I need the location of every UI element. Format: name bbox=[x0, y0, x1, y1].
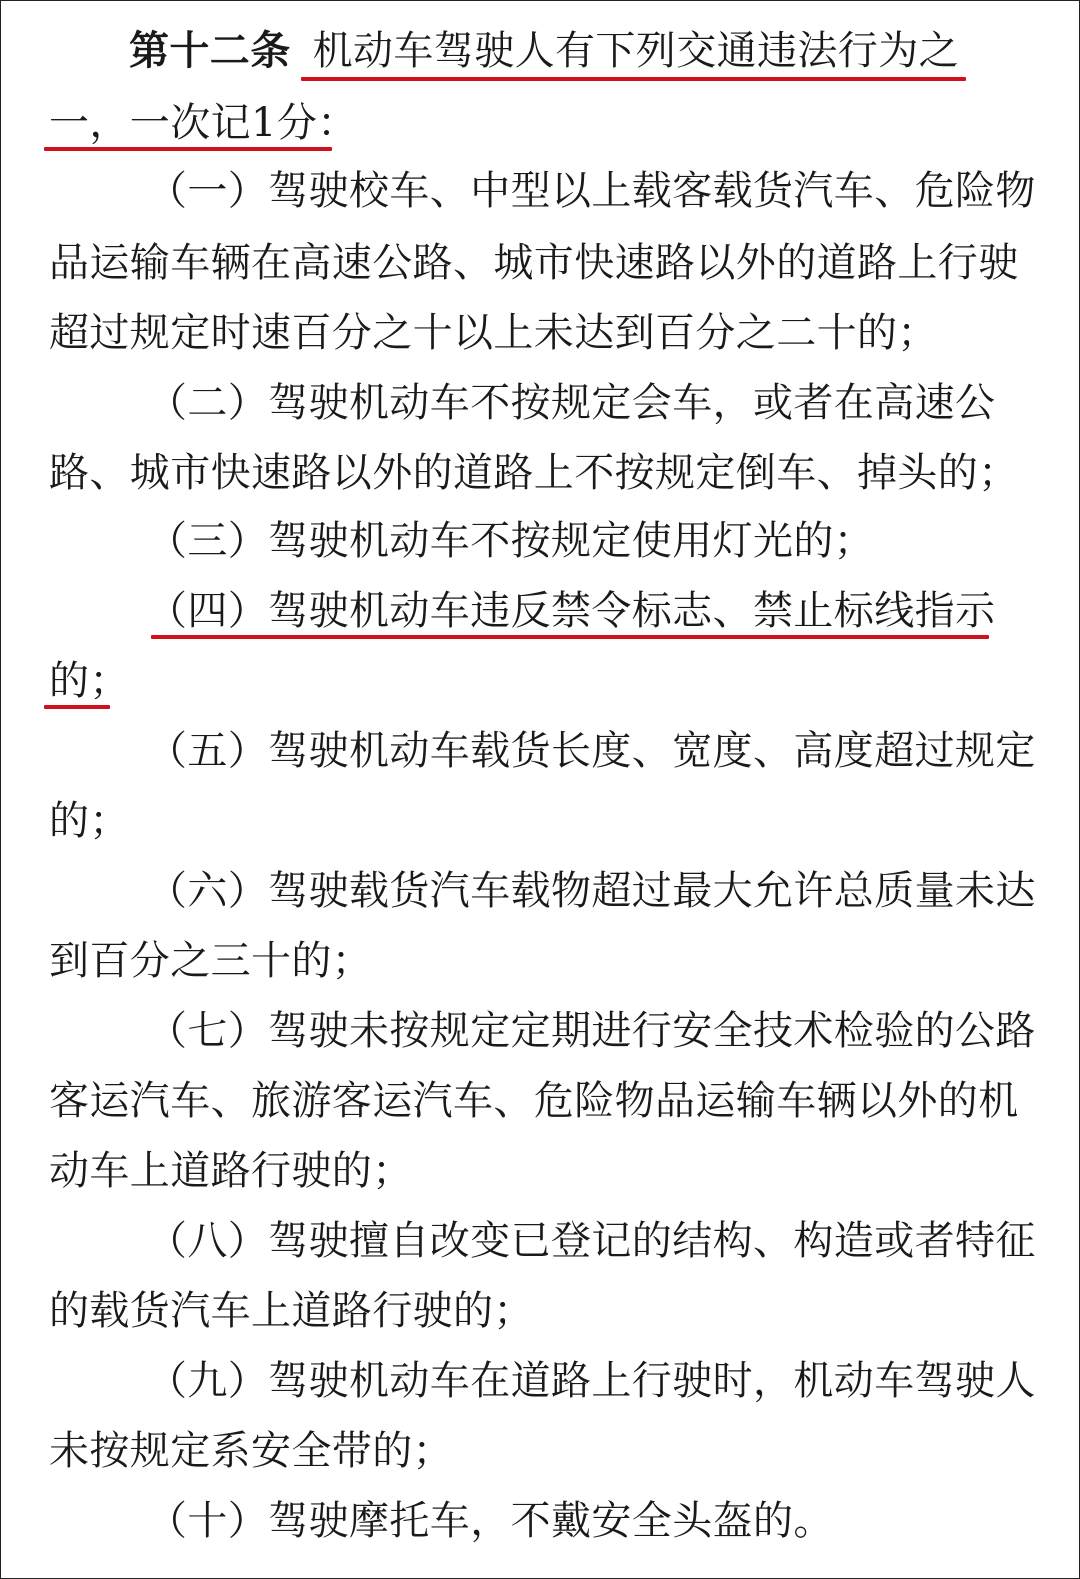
item-7-line-2: 客运汽车、旅游客运汽车、危险物品运输车辆以外的机 bbox=[49, 1078, 1019, 1124]
item-1-line-1: （一）驾驶校车、中型以上载客载货汽车、危险物 bbox=[147, 168, 1036, 214]
item-9-line-2: 未按规定系安全带的； bbox=[49, 1428, 453, 1474]
item-6-line-1: （六）驾驶载货汽车载物超过最大允许总质量未达 bbox=[147, 868, 1036, 914]
item-4-line-2: 的； bbox=[49, 658, 130, 704]
highlight-underline-item-4-line-1 bbox=[151, 635, 989, 639]
article-number: 第十二条 bbox=[129, 28, 291, 74]
item-8-line-2: 的载货汽车上道路行驶的； bbox=[49, 1288, 534, 1334]
item-3-line-1: （三）驾驶机动车不按规定使用灯光的； bbox=[147, 518, 875, 564]
item-1-line-3: 超过规定时速百分之十以上未达到百分之二十的； bbox=[49, 310, 938, 356]
article-heading-text-1: 机动车驾驶人有下列交通违法行为之 bbox=[312, 28, 960, 74]
item-9-line-1: （九）驾驶机动车在道路上行驶时，机动车驾驶人 bbox=[147, 1358, 1036, 1404]
item-7-line-1: （七）驾驶未按规定定期进行安全技术检验的公路 bbox=[147, 1008, 1036, 1054]
item-7-line-3: 动车上道路行驶的； bbox=[49, 1148, 413, 1194]
item-5-line-1: （五）驾驶机动车载货长度、宽度、高度超过规定 bbox=[147, 728, 1036, 774]
article-heading-line-1 bbox=[129, 27, 959, 75]
item-5-line-2: 的； bbox=[49, 798, 130, 844]
highlight-underline-heading-2 bbox=[44, 147, 332, 151]
item-1-line-2: 品运输车辆在高速公路、城市快速路以外的道路上行驶 bbox=[49, 240, 1019, 286]
item-2-line-2: 路、城市快速路以外的道路上不按规定倒车、掉头的； bbox=[49, 450, 1019, 496]
highlight-underline-item-4-line-2 bbox=[44, 705, 110, 709]
highlight-underline-heading-1 bbox=[301, 77, 966, 81]
item-10-line-1: （十）驾驶摩托车，不戴安全头盔的。 bbox=[147, 1498, 834, 1544]
item-4-line-1: （四）驾驶机动车违反禁令标志、禁止标线指示 bbox=[147, 588, 996, 634]
item-6-line-2: 到百分之三十的； bbox=[49, 938, 373, 984]
item-2-line-1: （二）驾驶机动车不按规定会车，或者在高速公 bbox=[147, 380, 996, 426]
article-heading-line-2: 一，一次记1分： bbox=[49, 100, 358, 146]
item-8-line-1: （八）驾驶擅自改变已登记的结构、构造或者特征 bbox=[147, 1218, 1036, 1264]
